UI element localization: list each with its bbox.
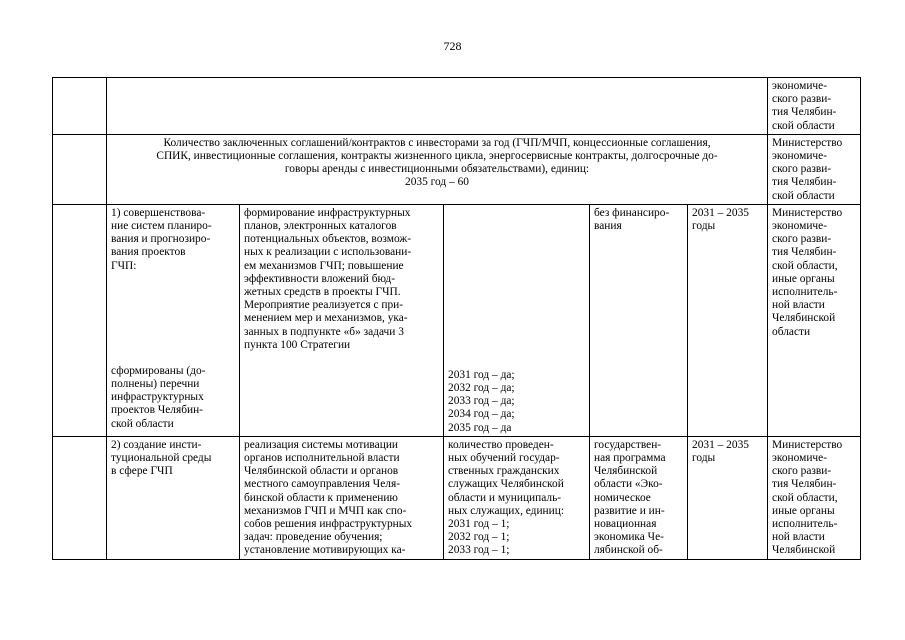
cell-responsible: экономиче- ского разви- тия Челябин- ской области bbox=[768, 78, 861, 135]
cell-number bbox=[53, 134, 107, 204]
cell-task: 2) создание инсти- туциональной среды в сфере ГЧП bbox=[107, 436, 240, 559]
cell-number bbox=[53, 204, 107, 436]
indicator-line-3: говоры аренды с инвестиционными обязательствами), единиц: bbox=[284, 163, 590, 176]
indicator-line-1: Количество заключенных соглашений/контрактов с инвесторами за год (ГЧП/МЧП, концессионные соглашения, bbox=[163, 136, 711, 149]
page-number: 728 bbox=[443, 39, 462, 53]
cell-empty-continuation bbox=[107, 78, 768, 135]
cell-number bbox=[53, 78, 107, 135]
indicator-values: 2031 год – да; 2032 год – да; 2033 год – да; 2034 год – да; 2035 год – да bbox=[448, 368, 515, 434]
cell-financing: государствен- ная программа Челябинской области «Эко- номическое развитие и ин- новационная экономика Че- лябинской об- bbox=[590, 436, 688, 559]
task-result-text: сформированы (до- полнены) перечни инфраструктурных проектов Челябин- ской области bbox=[111, 364, 206, 430]
cell-responsible: Министерство экономиче- ского разви- тия Челябин- ской области, иные органы исполнитель- ной власти Челябинской области bbox=[768, 204, 861, 436]
cell-measure: реализация системы мотивации органов исполнительной власти Челябинской области и органов местного самоуправления Челя- бинской области к применению механизмов ГЧП и МЧП как спо- собов решения инфраструктурных задач: проведение обучения; установление мотивирующих ка- bbox=[240, 436, 444, 559]
strategy-measures-table bbox=[52, 77, 861, 560]
measure-note: Мероприятие реализуется с при- менением мер и механизмов, ука- занных в подпункте «б» задачи 3 пункта 100 Стратегии bbox=[244, 299, 408, 351]
cell-responsible: Министерство экономиче- ского разви- тия Челябин- ской области, иные органы исполнитель- ной власти Челябинской bbox=[768, 436, 861, 559]
cell-responsible: Министерство экономиче- ского разви- тия Челябин- ской области bbox=[768, 134, 861, 204]
table-row-continuation bbox=[53, 78, 861, 135]
cell-indicator bbox=[444, 204, 590, 436]
indicator-target: 2035 год – 60 bbox=[405, 176, 469, 189]
cell-task bbox=[107, 204, 240, 436]
indicator-line-2: СПИК, инвестиционные соглашения, контракты жизненного цикла, энергосервисные контракты, долгосрочные до- bbox=[156, 150, 718, 163]
table-row-task-2 bbox=[53, 436, 861, 559]
cell-period: 2031 – 2035 годы bbox=[688, 436, 768, 559]
cell-indicator: количество проведен- ных обучений государ- ственных гражданских служащих Челябинской области и муниципаль- ных служащих, единиц: 2031 год – 1; 2032 год – 1; 2033 год – 1; bbox=[444, 436, 590, 559]
cell-measure bbox=[240, 204, 444, 436]
cell-financing: без финансиро- вания bbox=[590, 204, 688, 436]
table-row-indicator bbox=[53, 134, 861, 204]
measure-text: формирование инфраструктурных планов, электронных каталогов потенциальных объектов, возмож- ных к реализации с использовани- ем механизмов ГЧП; повышение эффективности вложений бюд- жетных средств в проекты ГЧП. bbox=[244, 206, 412, 299]
task-text: 1) совершенствова- ние систем планиро- вания и прогнозиро- вания проектов ГЧП: bbox=[111, 206, 212, 272]
cell-indicator-text bbox=[107, 134, 768, 204]
table-row-task-1 bbox=[53, 204, 861, 436]
cell-number bbox=[53, 436, 107, 559]
cell-period: 2031 – 2035 годы bbox=[688, 204, 768, 436]
